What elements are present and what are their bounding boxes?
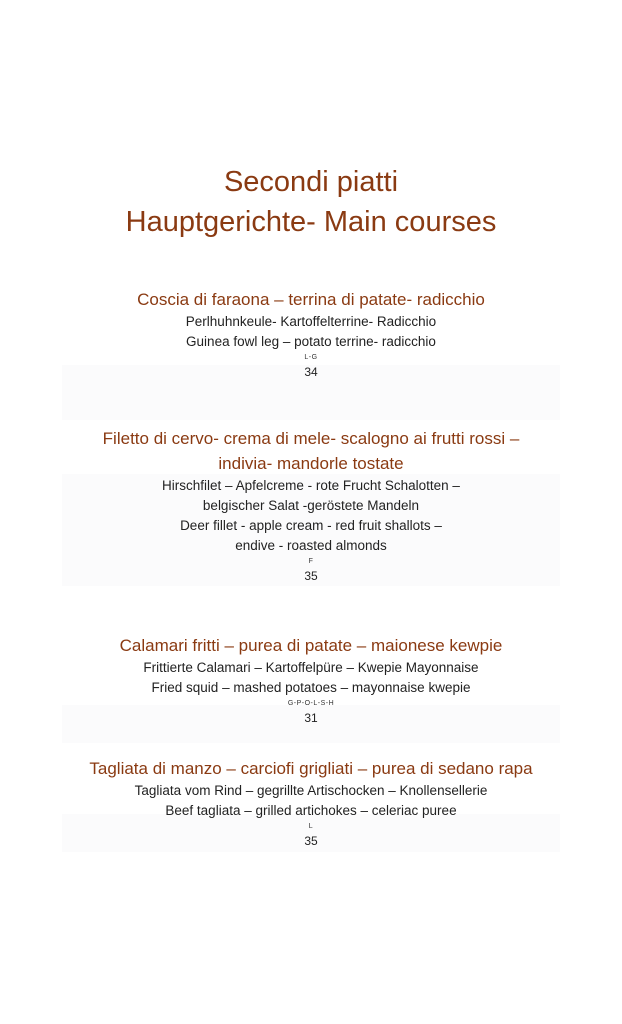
menu-item <box>0 287 622 380</box>
allergen-codes: G-P-O-L-S-H <box>287 700 335 707</box>
dish-name-italian: Coscia di faraona – terrina di patate- radicchio <box>137 290 485 309</box>
dish-name-english: Guinea fowl leg – potato terrine- radicchio <box>186 334 436 349</box>
dish-name-english: Fried squid – mashed potatoes – mayonnaise kwepie <box>151 680 471 695</box>
dish-price: 34 <box>304 365 318 379</box>
menu-item <box>0 633 622 726</box>
menu-item <box>0 756 622 849</box>
dish-price: 35 <box>304 569 318 583</box>
dish-name-german: Tagliata vom Rind – gegrillte Artischocken – Knollensellerie <box>134 783 488 798</box>
allergen-codes: F <box>308 558 314 565</box>
allergen-codes: L <box>308 823 314 830</box>
dish-name-german-cont: belgischer Salat -geröstete Mandeln <box>202 498 420 513</box>
dish-name-italian-cont: indivia- mandorle tostate <box>218 454 404 473</box>
dish-name-english-cont: endive - roasted almonds <box>235 538 387 553</box>
allergen-codes: L-G <box>304 354 318 361</box>
dish-name-german: Frittierte Calamari – Kartoffelpüre – Kwepie Mayonnaise <box>143 660 479 675</box>
dish-name-english: Deer fillet - apple cream - red fruit shallots – <box>180 518 442 533</box>
dish-name-italian: Tagliata di manzo – carciofi grigliati – purea di sedano rapa <box>89 759 533 778</box>
dish-name-german: Perlhuhnkeule- Kartoffelterrine- Radicchio <box>185 314 437 329</box>
section-title-italian: Secondi piatti <box>223 166 399 198</box>
dish-name-german: Hirschfilet – Apfelcreme - rote Frucht Schalotten – <box>162 478 460 493</box>
dish-name-english: Beef tagliata – grilled artichokes – celeriac puree <box>165 803 457 818</box>
section-title-translation: Hauptgerichte- Main courses <box>125 206 497 238</box>
dish-name-italian: Filetto di cervo- crema di mele- scalogno ai frutti rossi – <box>102 429 520 448</box>
dish-name-italian: Calamari fritti – purea di patate – maionese kewpie <box>119 636 503 655</box>
dish-price: 31 <box>304 711 318 725</box>
menu-item <box>0 426 622 584</box>
dish-price: 35 <box>304 834 318 848</box>
